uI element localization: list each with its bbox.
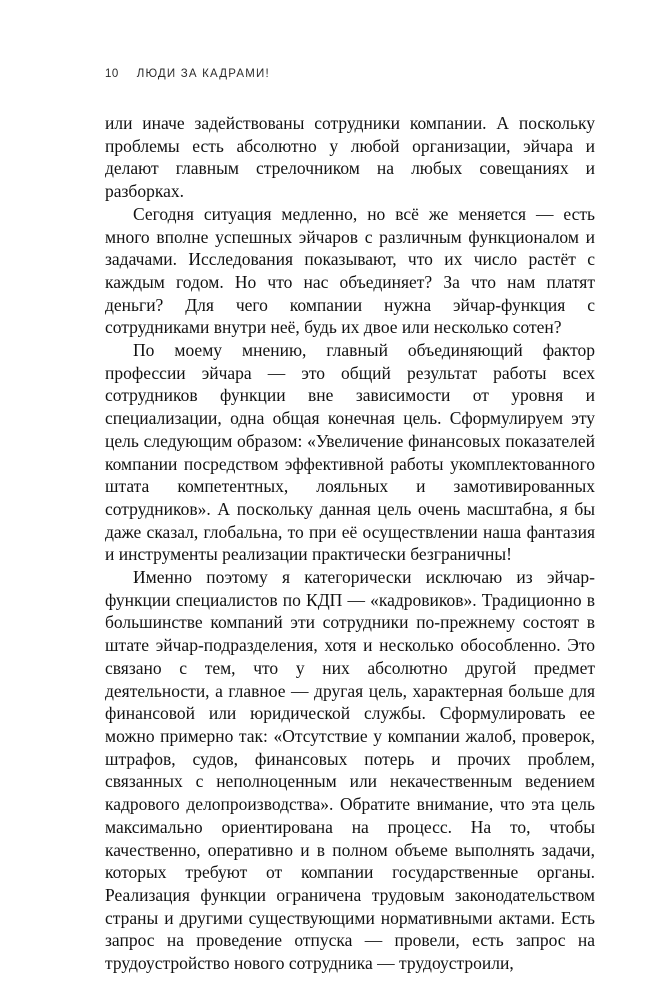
running-title: ЛЮДИ ЗА КАДРАМИ! xyxy=(136,68,270,80)
running-head xyxy=(105,68,594,80)
paragraph: или иначе задействованы сотрудники компании. А поскольку проблемы есть абсолютно у любой организации, эйчара и делают главным стрелочником на любых совещаниях и разборках. xyxy=(105,113,595,202)
page-number: 10 xyxy=(105,68,119,80)
paragraph: По моему мнению, главный объединяющий фактор профессии эйчара — это общий результат работы всех сотрудников функции вне зависимости от уровня и специализации, одна общая конечная цель. Сформулируем эту цель следующим образом: «Увеличение финансовых показателей компании посредством эффективной работы укомплектованного штата компетентных, лояльных и замотивированных сотрудников». А поскольку данная цель очень масштабна, я бы даже сказал, глобальна, то при её осуществлении наша фантазия и инструменты реализации практически безграничны! xyxy=(105,340,595,565)
body-text-block xyxy=(105,112,595,975)
paragraph: Сегодня ситуация медленно, но всё же меняется — есть много вполне успешных эйчаров с различным функционалом и задачами. Исследования показывают, что их число растёт с каждым годом. Но что нас объединяет? За что нам платят деньги? Для чего компании нужна эйчар-функция с сотрудниками внутри неё, будь их двое или несколько сотен? xyxy=(105,203,595,338)
paragraph: Именно поэтому я категорически исключаю из эйчар-функции специалистов по КДП — «кадровиков». Традиционно в большинстве компаний эти сотрудники по-прежнему состоят в штате эйчар-подразделения, хотя и несколько обособленно. Это связано с тем, что у них абсолютно другой предмет деятельности, а главное — другая цель, характерная больше для финансовой или юридической службы. Сформулировать ее можно примерно так: «Отсутствие у компании жалоб, проверок, штрафов, судов, финансовых потерь и прочих проблем, связанных с неполноценным или некачественным ведением кадрового делопроизводства». Обратите внимание, что эта цель максимально ориентирована на процесс. На то, чтобы качественно, оперативно и в полном объеме выполнять задачи, которых требуют от компании государственные органы. Реализация функции ограничена трудовым законодательством страны и другими существующими нормативными актами. Есть запрос на проведение отпуска — провели, есть запрос на трудоустройство нового сотрудника — трудоустроили, xyxy=(105,567,595,974)
